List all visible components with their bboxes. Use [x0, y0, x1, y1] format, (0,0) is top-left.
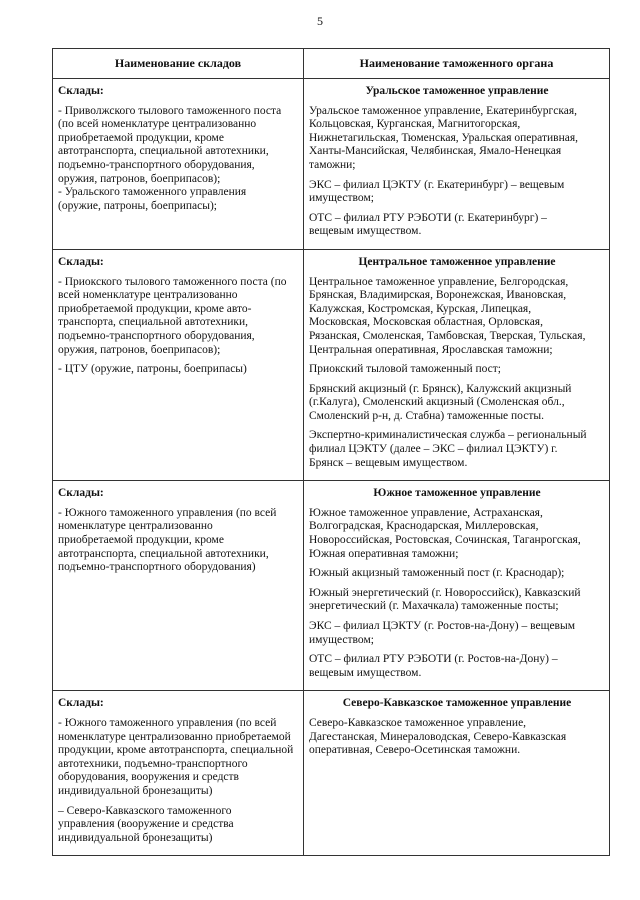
customs-body-cell — [304, 691, 610, 856]
customs-directorate-heading: Северо-Кавказское таможенное управление — [342, 697, 572, 710]
warehouse-item: - Приокского тылового таможенного поста (по всей номенклатуре централизованно приобретаемой продукции, кроме авто- транспорта, специальной автотехники, подъемно-транспортного оборудования, оружия, патронов, боеприпасов); — [58, 275, 287, 356]
warehouse-item: - ЦТУ (оружие, патроны, боеприпасы) — [58, 363, 247, 376]
warehouse-cell — [53, 249, 304, 480]
table-row — [53, 79, 610, 250]
customs-body-cell — [304, 481, 610, 691]
table-row — [53, 481, 610, 691]
customs-body-item: ЭКС – филиал ЦЭКТУ (г. Екатеринбург) – вещевым имуществом; — [309, 178, 565, 205]
customs-body-item: Брянский акцизный (г. Брянск), Калужский акцизный (г.Калуга), Смоленский акцизный (Смоленская обл., Смоленский р-н, д. Стабна) таможенные посты. — [309, 382, 572, 422]
warehouses-label: Склады: — [58, 487, 104, 500]
page-number: 5 — [317, 14, 323, 28]
warehouses-label: Склады: — [58, 697, 104, 710]
customs-body-item: Южное таможенное управление, Астраханская, Волгоградская, Краснодарская, Миллеровская, Новороссийская, Ростовская, Сочинская, Таганрогская, Южная оперативная таможни; — [309, 506, 581, 560]
warehouse-item: - Южного таможенного управления (по всей номенклатуре централизованно приобретаемой продукции, кроме автотранспорта, специальной автотехники, подъемно-транспортного оборудования, вооружения и средств индивидуальной бронезащиты) — [58, 716, 294, 797]
warehouses-label: Склады: — [58, 85, 104, 97]
customs-body-item: Южный акцизный таможенный пост (г. Краснодар); — [309, 567, 565, 580]
table-row — [53, 691, 610, 856]
header-warehouses: Наименование складов — [53, 49, 304, 79]
warehouse-item: - Приволжского тылового таможенного поста (по всей номенклатуре централизованно приобретаемой продукции, кроме автотранспорта, специальной автотехники, подъемно-транспортного оборудования, оружия, патронов, боеприпасов); - Уральского таможенного управления (оружие, патроны, боеприпасы); — [58, 104, 282, 212]
header-customs-body: Наименование таможенного органа — [304, 49, 610, 79]
customs-body-item: Уральское таможенное управление, Екатеринбургская, Кольцовская, Курганская, Магнитогорская, Нижнетагильская, Тюменская, Уральская оперативная, Ханты-Мансийская, Челябинская, Ямало-Ненецкая таможни; — [309, 104, 578, 171]
customs-body-item: ЭКС – филиал ЦЭКТУ (г. Ростов-на-Дону) – вещевым имуществом; — [309, 620, 575, 646]
table-row — [53, 249, 610, 480]
customs-body-cell — [304, 79, 610, 250]
warehouses-label: Склады: — [58, 255, 104, 268]
warehouse-cell — [53, 481, 304, 691]
warehouse-item: - Южного таможенного управления (по всей номенклатуре централизованно приобретаемой продукции, кроме автотранспорта, специальной автотехники, подъемно-транспортного оборудования) — [58, 506, 277, 574]
customs-body-item: ОТС – филиал РТУ РЭБОТИ (г. Екатеринбург) – вещевым имуществом. — [309, 211, 547, 238]
warehouse-cell — [53, 691, 304, 856]
customs-body-item: Центральное таможенное управление, Белгородская, Брянская, Владимирская, Воронежская, Ивановская, Калужская, Костромская, Курская, Липецкая, Московская, Московская областная, Орловская, Рязанская, Смоленская, Тамбовская, Тверская, Тульская, Центральная оперативная, Ярославская таможни; — [309, 275, 586, 356]
customs-body-item: Экспертно-криминалистическая служба – региональный филиал ЦЭКТУ (далее – ЭКС – филиал ЦЭКТУ) г. Брянск – вещевым имуществом. — [309, 429, 587, 469]
customs-body-cell — [304, 249, 610, 480]
warehouse-cell — [53, 79, 304, 250]
warehouses-table — [52, 48, 610, 856]
customs-body-item: Северо-Кавказское таможенное управление, Дагестанская, Минераловодская, Северо-Кавказская оперативная, Северо-Осетинская таможни. — [309, 716, 567, 757]
warehouse-item: – Северо-Кавказского таможенного управления (вооружение и средства индивидуальной бронезащиты) — [58, 804, 234, 844]
customs-directorate-heading: Уральское таможенное управление — [365, 85, 549, 97]
customs-directorate-heading: Южное таможенное управление — [373, 487, 541, 500]
customs-body-item: Южный энергетический (г. Новороссийск), Кавказский энергетический (г. Махачкала) таможенные посты; — [309, 586, 581, 613]
table-header-row — [53, 49, 610, 79]
customs-body-item: ОТС – филиал РТУ РЭБОТИ (г. Ростов-на-Дону) – вещевым имуществом. — [309, 653, 558, 679]
customs-directorate-heading: Центральное таможенное управление — [358, 255, 556, 268]
customs-body-item: Приокский тыловой таможенный пост; — [309, 363, 501, 376]
